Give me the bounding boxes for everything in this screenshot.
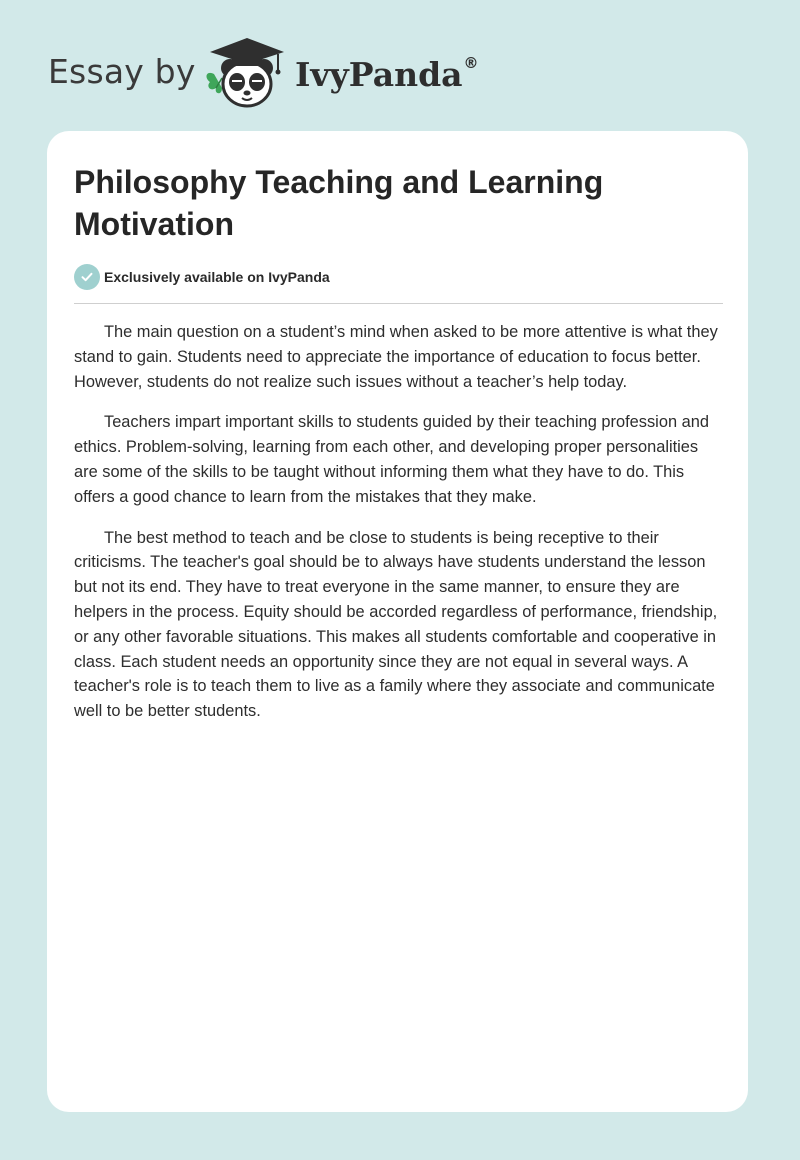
essay-by-label: Essay by	[48, 52, 196, 91]
panda-graduation-cap-logo-icon	[202, 34, 290, 110]
brand-name-text: IvyPanda	[295, 55, 463, 94]
paragraph: The main question on a student’s mind when asked to be more attentive is what they stand to gain. Students need to appreciate the importance of education to focus better. However, students do not realize such issues without a teacher’s help today.	[74, 323, 718, 391]
page-title: Philosophy Teaching and Learning Motivation	[74, 164, 604, 242]
registered-mark: ®	[463, 54, 479, 72]
check-circle-icon	[74, 264, 100, 290]
ivypanda-logo-icon[interactable]	[202, 34, 290, 110]
divider	[74, 303, 723, 304]
essay-body	[74, 320, 726, 740]
site-header	[48, 34, 508, 114]
exclusive-badge-text: Exclusively available on IvyPanda	[104, 269, 330, 285]
checkmark-icon	[80, 270, 94, 284]
essay-card	[47, 131, 748, 1112]
exclusive-badge	[74, 264, 330, 290]
paragraph: The best method to teach and be close to students is being receptive to their criticisms. The teacher's goal should be to always have students understand the lesson but not its end. They have to treat everyone in the same manner, to ensure they are helpers in the process. Equity should be accorded regardless of performance, friendship, or any other favorable situations. This makes all students comfortable and cooperative in class. Each student needs an opportunity since they are not equal in several ways. A teacher's role is to teach them to live as a family where they associate and communicate well to be better students.	[74, 528, 718, 721]
brand-name[interactable]	[295, 54, 479, 94]
paragraph: Teachers impart important skills to students guided by their teaching profession and ethics. Problem-solving, learning from each other, and developing proper personalities are some of the skills to be taught without informing them what they have to do. This offers a good chance to learn from the mistakes that they make.	[74, 413, 709, 506]
